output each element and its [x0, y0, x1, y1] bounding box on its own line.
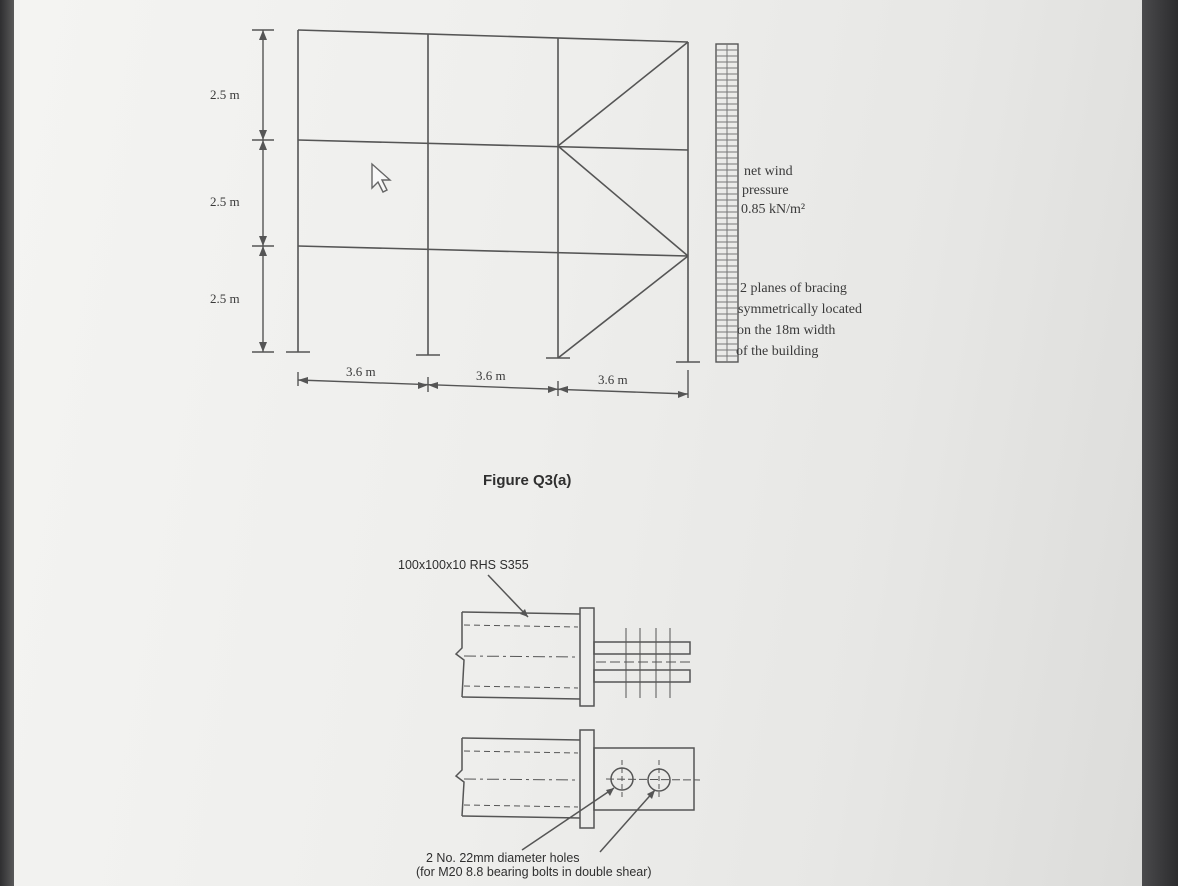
figure-caption: Figure Q3(a) — [483, 472, 572, 489]
frame-elevation — [286, 30, 700, 362]
bay-width-3: 3.6 m — [598, 372, 628, 387]
holes-note-line-1: 2 No. 22mm diameter holes — [426, 851, 580, 865]
mouse-cursor-icon — [372, 164, 390, 192]
brace-bottom — [558, 256, 688, 358]
roof-beam — [298, 30, 688, 42]
storey-height-1: 2.5 m — [210, 291, 240, 306]
bay-width-1: 3.6 m — [346, 364, 376, 379]
wind-note-line-2: pressure — [742, 183, 789, 198]
bracing-note-line-4: of the building — [736, 344, 819, 359]
storey-height-3: 2.5 m — [210, 87, 240, 102]
wind-note-line-3: 0.85 kN/m² — [741, 202, 806, 217]
height-dimensions — [252, 30, 274, 352]
storey-height-2: 2.5 m — [210, 194, 240, 209]
floor-beam-1 — [298, 246, 688, 256]
member-label: 100x100x10 RHS S355 — [398, 558, 529, 572]
connection-detail — [456, 575, 700, 852]
brace-top — [558, 42, 688, 146]
holes-note-line-2: (for M20 8.8 bearing bolts in double shear) — [416, 865, 652, 879]
floor-beam-2 — [298, 140, 688, 150]
bracing-note-line-1: 2 planes of bracing — [740, 281, 847, 296]
wind-note-line-1: net wind — [744, 164, 793, 179]
wind-pressure-strip — [716, 44, 738, 362]
bay-width-2: 3.6 m — [476, 368, 506, 383]
bracing-note-line-3: on the 18m width — [737, 323, 836, 338]
brace-middle — [558, 146, 688, 256]
bracing-note-line-2: symmetrically located — [738, 302, 863, 317]
